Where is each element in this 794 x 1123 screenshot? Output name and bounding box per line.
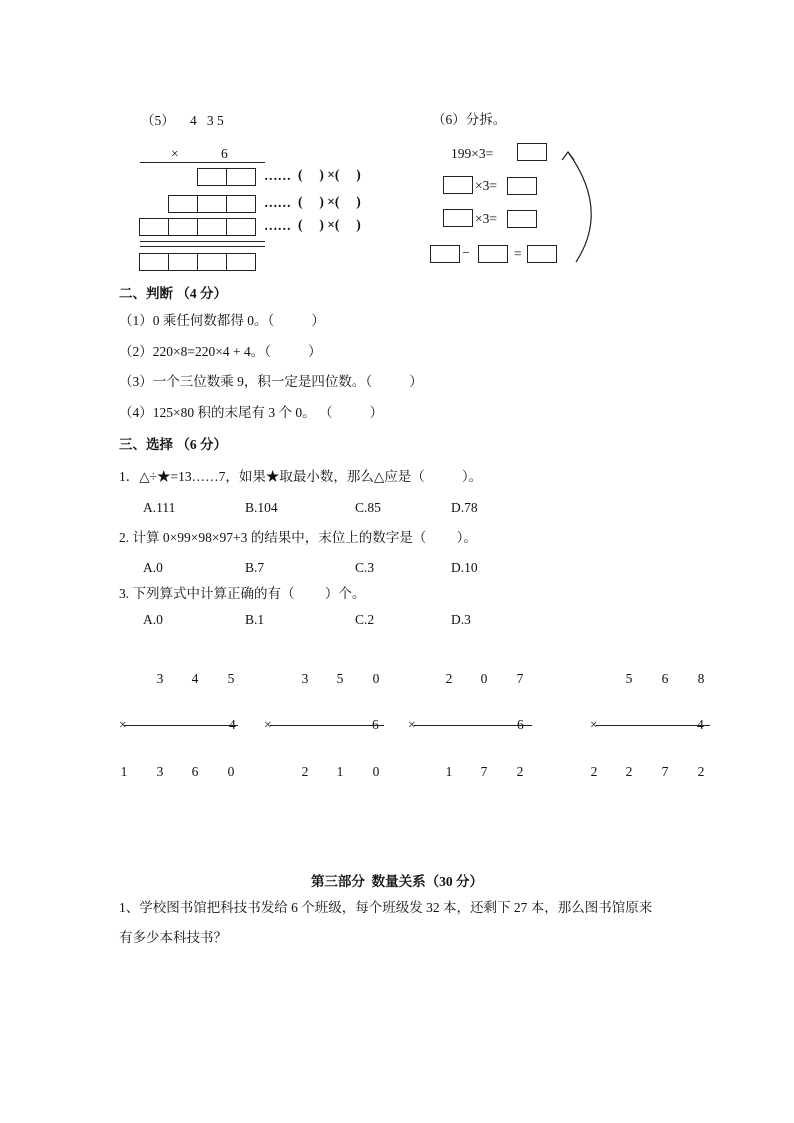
choice-question-3: 3. 下列算式中计算正确的有（ ）个。: [119, 586, 366, 601]
calc3-result-digit: 7: [480, 764, 488, 779]
calc3-result-digit: 2: [516, 764, 524, 779]
q2-option-b[interactable]: B.7: [245, 560, 265, 575]
sum-line-top: [140, 241, 265, 242]
calc2-multiplier: 6: [372, 717, 379, 732]
q3-option-d[interactable]: D.3: [451, 612, 471, 627]
split-eq3: ×3=: [475, 211, 497, 226]
calc2-top-digit: 5: [336, 671, 344, 686]
calc2-result-digit: 2: [301, 764, 309, 779]
q3-option-a[interactable]: A.0: [143, 612, 163, 627]
q2-option-a[interactable]: A.0: [143, 560, 163, 575]
split-equals: =: [514, 246, 522, 261]
calc2-result-digit: 1: [336, 764, 344, 779]
calc4-times: ×: [590, 717, 598, 732]
calc3-line: [414, 725, 532, 726]
calc4-line: [596, 725, 710, 726]
calc1-times: ×: [119, 717, 127, 732]
calc2-top-digit: 0: [372, 671, 380, 686]
row2-dots: ……: [264, 195, 291, 210]
calc1-top-digit: 4: [191, 671, 199, 686]
split-box-4a[interactable]: [430, 245, 460, 263]
divider-line: [140, 162, 265, 163]
judge-item-4: （4）125×80 积的末尾有 3 个 0。 （ ）: [119, 405, 384, 420]
calc2-times: ×: [264, 717, 272, 732]
final-product-row[interactable]: [139, 253, 255, 271]
section3-title: 三、选择 （6 分）: [119, 437, 227, 452]
calc2-line: [270, 725, 384, 726]
calc1-result-digit: 0: [227, 764, 235, 779]
multiplier: 6: [221, 146, 228, 161]
q1-option-c[interactable]: C.85: [355, 500, 381, 515]
sum-line-bottom: [140, 246, 265, 247]
calc1-top-digit: 5: [227, 671, 235, 686]
calc3-multiplier: 6: [517, 717, 524, 732]
times-sign: ×: [171, 146, 179, 161]
calc4-result-digit: 2: [590, 764, 598, 779]
calc4-result-digit: 2: [697, 764, 705, 779]
calc4-top-digit: 8: [697, 671, 705, 686]
q1-option-b[interactable]: B.104: [245, 500, 278, 515]
calc2-top-digit: 3: [301, 671, 309, 686]
q2-option-d[interactable]: D.10: [451, 560, 478, 575]
calc1-line: [124, 725, 238, 726]
calc3-result-digit: 1: [445, 764, 453, 779]
q3-option-b[interactable]: B.1: [245, 612, 265, 627]
problem-label-5: （5）: [141, 113, 175, 128]
calc4-multiplier: 4: [697, 717, 704, 732]
calc3-times: ×: [408, 717, 416, 732]
q1-option-d[interactable]: D.78: [451, 500, 478, 515]
q2-option-c[interactable]: C.3: [355, 560, 375, 575]
split-box-4b[interactable]: [478, 245, 508, 263]
row3-blank[interactable]: ( ) ×( ): [298, 217, 361, 232]
split-eq1: 199×3=: [451, 146, 494, 161]
row1-blank[interactable]: ( ) ×( ): [298, 167, 361, 182]
section2-title: 二、判断 （4 分）: [119, 286, 227, 301]
split-box-3a[interactable]: [443, 209, 473, 227]
calc1-top-digit: 3: [156, 671, 164, 686]
part3-question-1-line2: 有多少本科技书？: [119, 930, 227, 945]
calc3-top-digit: 2: [445, 671, 453, 686]
row2-blank[interactable]: ( ) ×( ): [298, 194, 361, 209]
calc1-result-digit: 3: [156, 764, 164, 779]
calc4-top-digit: 6: [661, 671, 669, 686]
split-box-3b[interactable]: [507, 210, 537, 228]
row1-dots: ……: [264, 168, 291, 183]
split-box-2a[interactable]: [443, 176, 473, 194]
q1-option-a[interactable]: A.111: [143, 500, 176, 515]
part3-title: 第三部分 数量关系（30 分）: [310, 874, 484, 889]
problem-label-6: （6）分拆。: [432, 112, 507, 127]
choice-question-1: 1．△÷★=13……7，如果★取最小数，那么△应是（ ）。: [119, 469, 483, 484]
calc4-top-digit: 5: [625, 671, 633, 686]
partial-product-row-2[interactable]: [168, 195, 255, 213]
partial-product-row-1[interactable]: [197, 168, 255, 186]
q3-option-c[interactable]: C.2: [355, 612, 375, 627]
calc3-top-digit: 0: [480, 671, 488, 686]
split-minus: −: [462, 245, 470, 260]
calc4-result-digit: 7: [661, 764, 669, 779]
calc1-result-digit: 6: [191, 764, 199, 779]
part3-question-1-line1: 1、学校图书馆把科技书发给 6 个班级，每个班级发 32 本，还剩下 27 本，那么图书馆原来: [119, 900, 653, 915]
judge-item-1: （1）0 乘任何数都得 0。（ ）: [119, 313, 325, 328]
split-eq2: ×3=: [475, 178, 497, 193]
top-number: 4 3 5: [190, 113, 224, 128]
split-box-2b[interactable]: [507, 177, 537, 195]
calc3-top-digit: 7: [516, 671, 524, 686]
calc2-result-digit: 0: [372, 764, 380, 779]
judge-item-2: （2）220×8=220×4 + 4。（ ）: [119, 344, 322, 359]
calc4-result-digit: 2: [625, 764, 633, 779]
row3-dots: ……: [264, 218, 291, 233]
calc1-multiplier: 4: [229, 717, 236, 732]
choice-question-2: 2. 计算 0×99×98×97+3 的结果中，末位上的数字是（ ）。: [119, 530, 477, 545]
curved-arrow-icon: [540, 140, 610, 270]
judge-item-3: （3）一个三位数乘 9，积一定是四位数。（ ）: [119, 374, 423, 389]
partial-product-row-3[interactable]: [139, 218, 255, 236]
calc1-result-digit: 1: [120, 764, 128, 779]
